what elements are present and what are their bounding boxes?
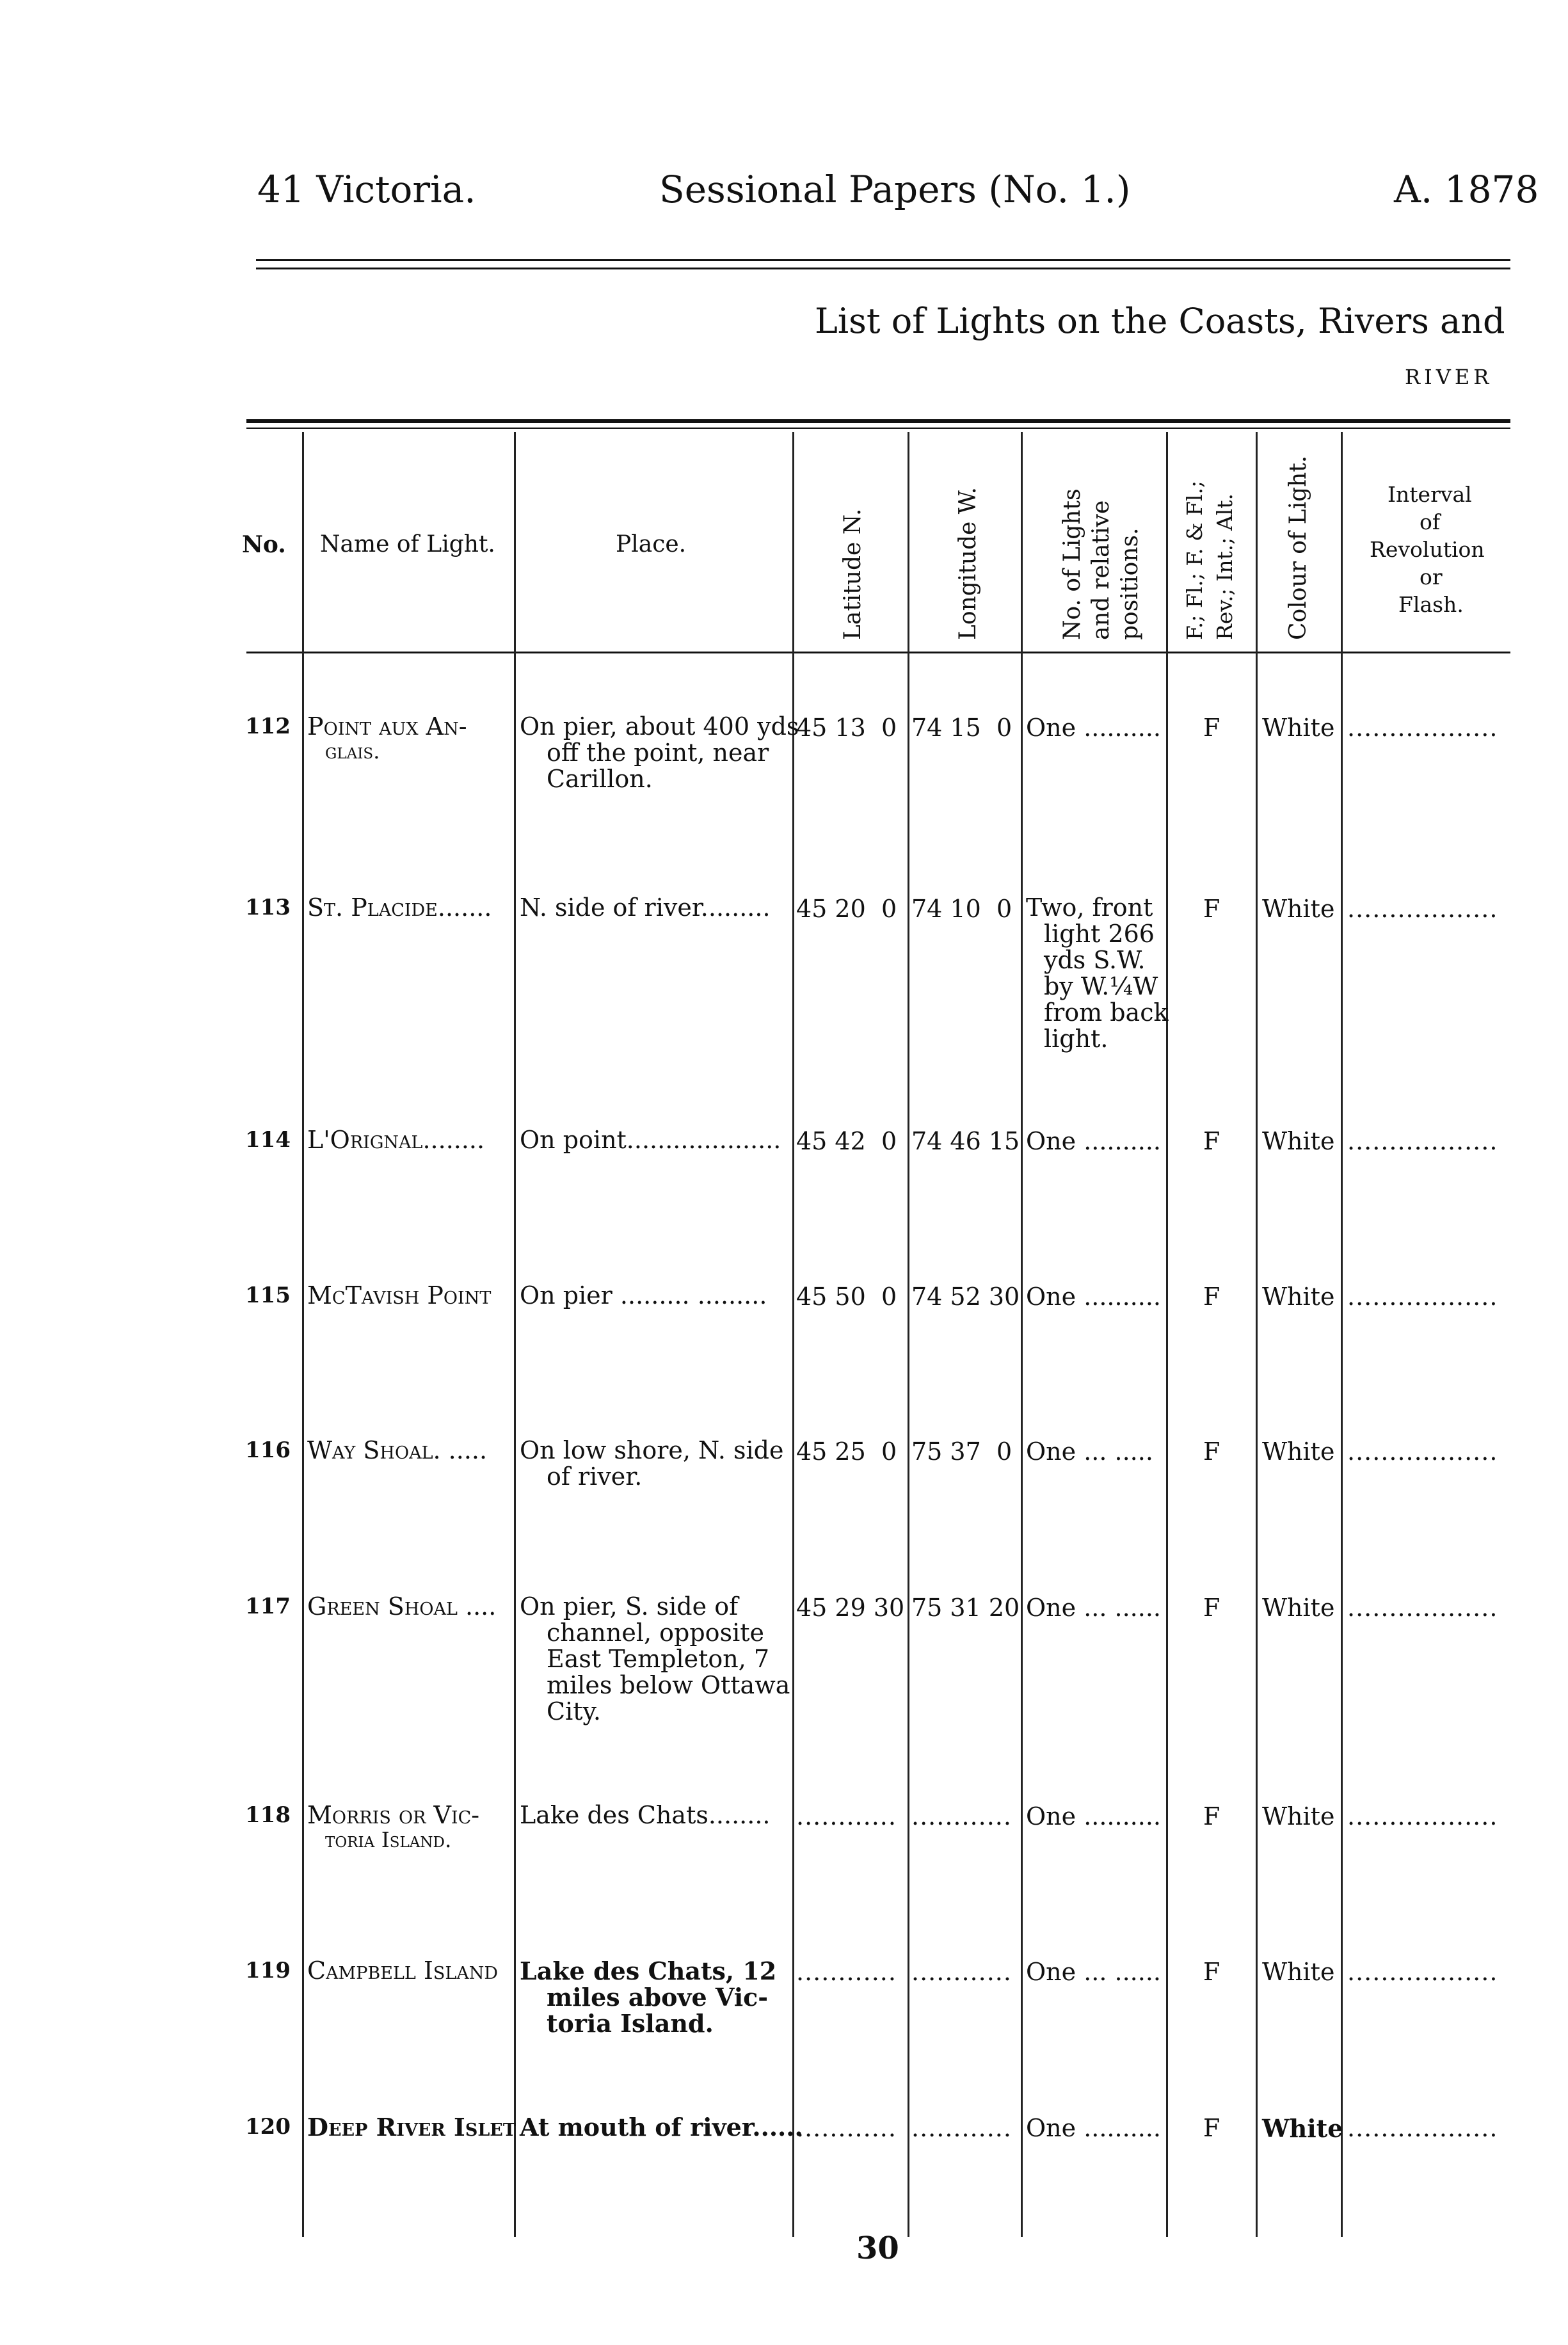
col-longitude-header: Longitude W. (955, 487, 981, 640)
longitude: 74 52 30 (911, 1283, 1020, 1311)
place-line: miles above Vic- (547, 1983, 769, 2012)
interval: .................. (1347, 1283, 1498, 1311)
light-name (307, 1283, 491, 1309)
light-name-line: toria Island. (325, 1827, 452, 1853)
col-rule (1341, 432, 1343, 2237)
light-place (520, 714, 799, 792)
place-line: On point.................... (520, 1126, 781, 1154)
light-colour: White (1262, 895, 1335, 923)
light-name-line: Way Shoal. ..... (307, 1436, 488, 1464)
latitude: 45 20 0 (796, 895, 897, 923)
light-colour: White (1262, 1802, 1335, 1830)
light-colour: White (1262, 2114, 1343, 2143)
longitude: 74 10 0 (911, 895, 1012, 923)
latitude: ............ (796, 1958, 897, 1986)
col-rule (908, 432, 909, 2237)
lights-line: by W.¼W (1044, 972, 1158, 1001)
lights-line: yds S.W. (1044, 946, 1146, 975)
col-lights-header-1: No. of Lights (1059, 488, 1085, 640)
lights-count (1026, 1128, 1161, 1155)
lights-count (1026, 1439, 1153, 1465)
lights-line: One .......... (1026, 1283, 1161, 1311)
col-lights-header-3: positions. (1117, 527, 1143, 640)
col-interval-header-3: Revolution (1370, 537, 1485, 562)
latitude: ............ (796, 2114, 897, 2142)
latitude: 45 29 30 (796, 1594, 905, 1622)
light-colour: White (1262, 714, 1335, 742)
row-number: 113 (245, 895, 291, 920)
row-number: 120 (245, 2114, 291, 2140)
page-number: 30 (856, 2230, 899, 2266)
longitude: 75 31 20 (911, 1594, 1020, 1622)
row-number: 116 (245, 1437, 291, 1463)
lights-line: One ... ...... (1026, 1594, 1161, 1622)
light-place (520, 1283, 767, 1309)
light-place (520, 1958, 776, 2037)
light-colour: White (1262, 1283, 1335, 1311)
light-type: F (1203, 2114, 1220, 2142)
lights-line: One .......... (1026, 1802, 1161, 1830)
light-name-line: Morris or Vic- (307, 1801, 480, 1829)
lights-count (1026, 2115, 1161, 2141)
lights-line: One ... ..... (1026, 1437, 1153, 1466)
col-rule (302, 432, 304, 2237)
place-line: East Templeton, 7 (547, 1645, 770, 1674)
light-type: F (1203, 1594, 1220, 1622)
place-line: On pier ......... ......... (520, 1281, 767, 1309)
col-rule (1021, 432, 1023, 2237)
place-line: Lake des Chats........ (520, 1801, 771, 1829)
light-type: F (1203, 714, 1220, 742)
row-number: 119 (245, 1958, 291, 1983)
table-title: List of Lights on the Coasts, Rivers and (815, 301, 1505, 341)
light-name (307, 1127, 484, 1153)
longitude: 75 37 0 (911, 1437, 1012, 1466)
longitude: 74 15 0 (911, 714, 1012, 742)
row-number: 112 (245, 714, 291, 739)
col-colour-header: Colour of Light. (1285, 455, 1311, 640)
place-line: City. (547, 1697, 601, 1726)
light-colour: White (1262, 1437, 1335, 1466)
light-type: F (1203, 1283, 1220, 1311)
place-line: toria Island. (547, 2009, 714, 2038)
col-type-header-2: Rev.; Int.; Alt. (1212, 493, 1237, 640)
light-type: F (1203, 1437, 1220, 1466)
latitude: 45 25 0 (796, 1437, 897, 1466)
col-place-header: Place. (616, 531, 687, 557)
lights-line: from back (1044, 998, 1169, 1027)
place-line: Lake des Chats, 12 (520, 1957, 777, 1985)
row-number: 117 (245, 1594, 291, 1619)
col-latitude-header: Latitude N. (840, 508, 866, 640)
interval: .................. (1347, 1802, 1498, 1830)
light-place (520, 1802, 771, 1829)
col-type-header-1: F.; Fl.; F. & Fl.; (1182, 480, 1207, 640)
place-line: miles below Ottawa (547, 1671, 790, 1700)
lights-line: One .......... (1026, 1127, 1161, 1155)
lights-line: One .......... (1026, 2114, 1161, 2142)
light-colour: White (1262, 1594, 1335, 1622)
light-name-line: Green Shoal .... (307, 1592, 497, 1621)
running-header-center: Sessional Papers (No. 1.) (659, 168, 1131, 211)
place-line: N. side of river......... (520, 893, 771, 922)
header-rule-top (256, 259, 1510, 261)
light-name-line: Campbell Island (307, 1957, 499, 1985)
header-rule-bottom (256, 268, 1510, 269)
row-number: 118 (245, 1802, 291, 1828)
running-header-left: 41 Victoria. (257, 168, 476, 211)
light-place (520, 895, 771, 921)
light-colour: White (1262, 1127, 1335, 1155)
light-name-line: Point aux An- (307, 712, 467, 740)
longitude: ............ (911, 1958, 1012, 1986)
place-line: On low shore, N. side (520, 1436, 784, 1464)
light-place (520, 1437, 783, 1490)
running-header-right: A. 1878 (1394, 168, 1539, 211)
light-type: F (1203, 1958, 1220, 1986)
light-colour: White (1262, 1958, 1335, 1986)
light-name-line: Deep River Islet (307, 2113, 516, 2141)
light-name (307, 1437, 487, 1464)
place-line: On pier, about 400 yds (520, 712, 799, 740)
lights-count (1026, 1284, 1161, 1310)
lights-count (1026, 1804, 1161, 1830)
lights-count (1026, 715, 1161, 741)
light-name-line: McTavish Point (307, 1281, 492, 1309)
interval: .................. (1347, 1958, 1498, 1986)
latitude: 45 50 0 (796, 1283, 897, 1311)
latitude: 45 42 0 (796, 1127, 897, 1155)
interval: .................. (1347, 895, 1498, 923)
light-type: F (1203, 1127, 1220, 1155)
place-line: channel, opposite (547, 1619, 764, 1647)
interval: .................. (1347, 1594, 1498, 1622)
latitude: ............ (796, 1802, 897, 1830)
table-rule-top-thin (246, 428, 1510, 429)
col-rule (514, 432, 516, 2237)
col-rule (792, 432, 794, 2237)
longitude: 74 46 15 (911, 1127, 1020, 1155)
light-place (520, 1594, 790, 1725)
light-name (307, 2114, 516, 2140)
light-place (520, 1127, 781, 1153)
lights-line: Two, front (1026, 893, 1153, 922)
light-name (307, 714, 467, 763)
interval: .................. (1347, 1127, 1498, 1155)
latitude: 45 13 0 (796, 714, 897, 742)
light-type: F (1203, 1802, 1220, 1830)
col-rule (1256, 432, 1258, 2237)
col-interval-header-1: Interval (1388, 482, 1472, 507)
light-place (520, 2114, 803, 2140)
col-no-header: No. (242, 531, 286, 558)
lights-line: One ... ...... (1026, 1958, 1161, 1986)
longitude: ............ (911, 1802, 1012, 1830)
row-number: 114 (245, 1127, 291, 1153)
lights-line: light. (1044, 1025, 1108, 1053)
col-lights-header-2: and relative (1088, 500, 1114, 640)
interval: .................. (1347, 2114, 1498, 2142)
place-line: of river. (547, 1462, 643, 1491)
place-line: At mouth of river...... (520, 2113, 803, 2141)
lights-count (1026, 1595, 1161, 1621)
col-rule (1166, 432, 1168, 2237)
col-name-header: Name of Light. (320, 531, 495, 557)
lights-count (1026, 1959, 1161, 1985)
light-name-line: glais. (325, 739, 380, 764)
place-line: off the point, near (547, 739, 769, 767)
interval: .................. (1347, 714, 1498, 742)
table-subtitle: RIVER (1405, 365, 1493, 389)
light-name-line: L'Orignal........ (307, 1126, 485, 1154)
light-name (307, 1958, 498, 1984)
table-rule-top (246, 419, 1510, 423)
interval: .................. (1347, 1437, 1498, 1466)
table-header-rule (246, 652, 1510, 653)
col-interval-header-2: of (1420, 509, 1441, 534)
lights-line: light 266 (1044, 920, 1155, 948)
light-name-line: St. Placide....... (307, 893, 492, 922)
lights-line: One .......... (1026, 714, 1161, 742)
light-type: F (1203, 895, 1220, 923)
light-name (307, 1802, 479, 1852)
light-name (307, 895, 492, 921)
place-line: On pier, S. side of (520, 1592, 739, 1621)
place-line: Carillon. (547, 765, 653, 794)
lights-count (1026, 895, 1169, 1052)
row-number: 115 (245, 1283, 291, 1308)
col-interval-header-5: Flash. (1398, 592, 1464, 617)
light-name (307, 1594, 496, 1620)
longitude: ............ (911, 2114, 1012, 2142)
col-interval-header-4: or (1420, 564, 1443, 589)
